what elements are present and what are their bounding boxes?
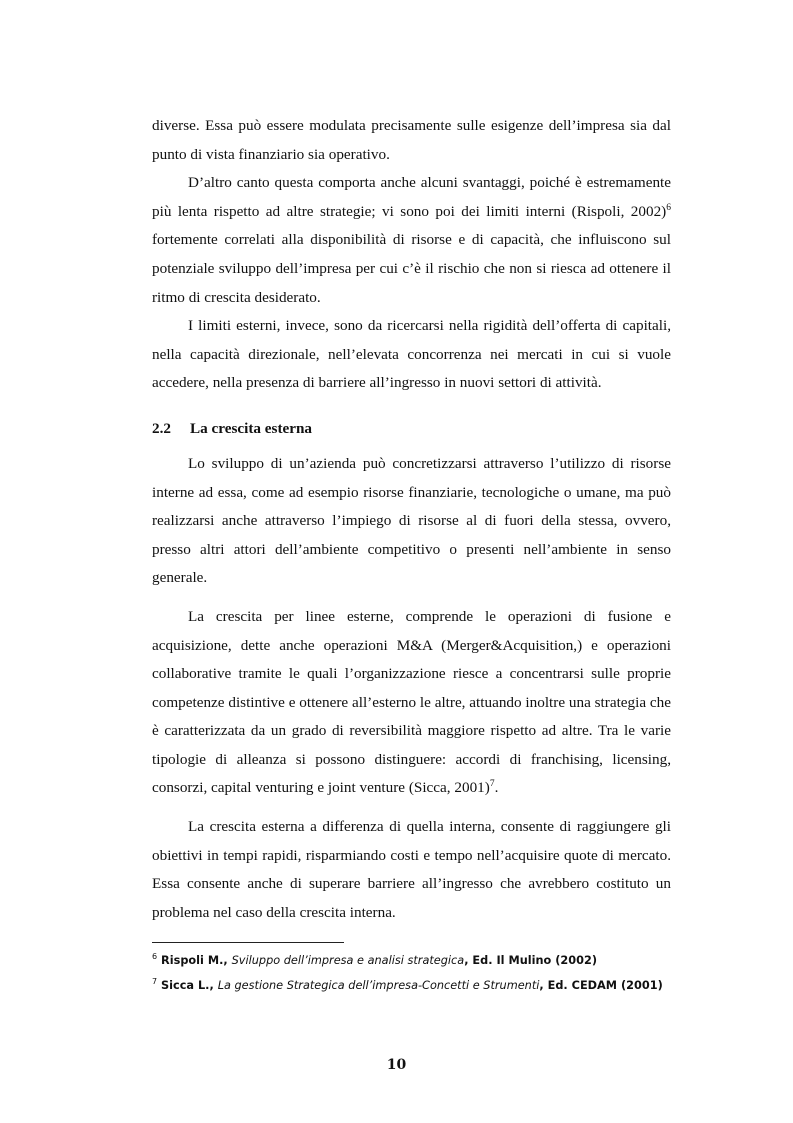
paragraph-development: Lo sviluppo di un’azienda può concretizzarsi attraverso l’utilizzo di risorse interne ad essa, come ad esempio risorse finanziarie, tecnologiche o umane, ma può realizzarsi anche attraverso l’impiego di risorse al di fuori della stessa, ovvero, presso altri attori dell’ambiente competitivo o presenti nell’ambiente in senso generale. — [152, 454, 671, 587]
section-heading — [152, 418, 671, 440]
footnote-divider — [152, 942, 344, 943]
footnote-author: Rispoli M., — [157, 954, 232, 967]
page-body — [152, 112, 671, 927]
footnote-author: Sicca L., — [157, 979, 218, 992]
footnotes — [152, 953, 692, 1003]
footnote-7 — [152, 978, 692, 994]
footnote-6 — [152, 953, 692, 969]
footnote-ref-6[interactable]: 6 — [666, 202, 671, 213]
paragraph-external-growth — [152, 603, 671, 803]
footnote-mark: 7 — [152, 977, 158, 987]
footnote-publisher: , Ed. Il Mulino (2002) — [464, 954, 597, 967]
paragraph-external-limits: I limiti esterni, invece, sono da ricercarsi nella rigidità dell’offerta di capitali, nella capacità direzionale, nell’elevata concorrenza nei mercati in cui si vuole accedere, nella presenza di barriere all’ingresso in nuovi settori di attività. — [152, 317, 671, 392]
footnote-mark: 6 — [152, 952, 158, 962]
footnote-title: La gestione Strategica dell’impresa-Concetti e Strumenti — [217, 979, 540, 992]
paragraph-text: D’altro canto questa comporta anche alcuni svantaggi, poiché è estremamente più lenta rispetto ad altre strategie; vi sono poi dei limiti interni (Rispoli, 2002) — [152, 174, 671, 220]
paragraph-continuation: diverse. Essa può essere modulata precisamente sulle esigenze dell’impresa sia dal punto di vista finanziario sia operativo. — [152, 117, 671, 163]
footnote-ref-7[interactable]: 7 — [489, 779, 495, 790]
paragraph-text: La crescita per linee esterne, comprende le operazioni di fusione e acquisizione, dette anche operazioni M&A (Merger&Acquisition,) e operazioni collaborative tramite le quali l’organizzazione riesce a concentrarsi sulle proprie competenze distintive e ottenere all’esterno le altre, attuando inoltre una strategia che è caratterizzata da un grado di reversibilità maggiore rispetto ad altre. Tra le varie tipologie di alleanza si possono distinguere: accordi di franchising, licensing, consorzi, capital venturing e joint venture (Sicca, 2001) — [152, 607, 671, 797]
paragraph-text: . — [494, 779, 499, 797]
paragraph-text: fortemente correlati alla disponibilità di risorse e di capacità, che influiscono sul potenziale sviluppo dell’impresa per cui c’è il rischio che non si riesca ad ottenere il ritmo di crescita desiderato. — [152, 231, 671, 306]
footnote-publisher: , Ed. CEDAM (2001) — [539, 979, 663, 992]
paragraph-disadvantages — [152, 169, 671, 312]
section-number: 2.2 — [152, 419, 171, 437]
page-number: 10 — [386, 1057, 407, 1073]
paragraph-comparison: La crescita esterna a differenza di quella interna, consente di raggiungere gli obiettivi in tempi rapidi, risparmiando costi e tempo nell’acquisire quote di mercato. Essa consente anche di superare barriere all’ingresso che avrebbero costituto un problema nel caso della crescita interna. — [152, 818, 671, 921]
footnote-title: Sviluppo dell’impresa e analisi strategica — [231, 954, 465, 967]
section-title: La crescita esterna — [190, 419, 313, 437]
